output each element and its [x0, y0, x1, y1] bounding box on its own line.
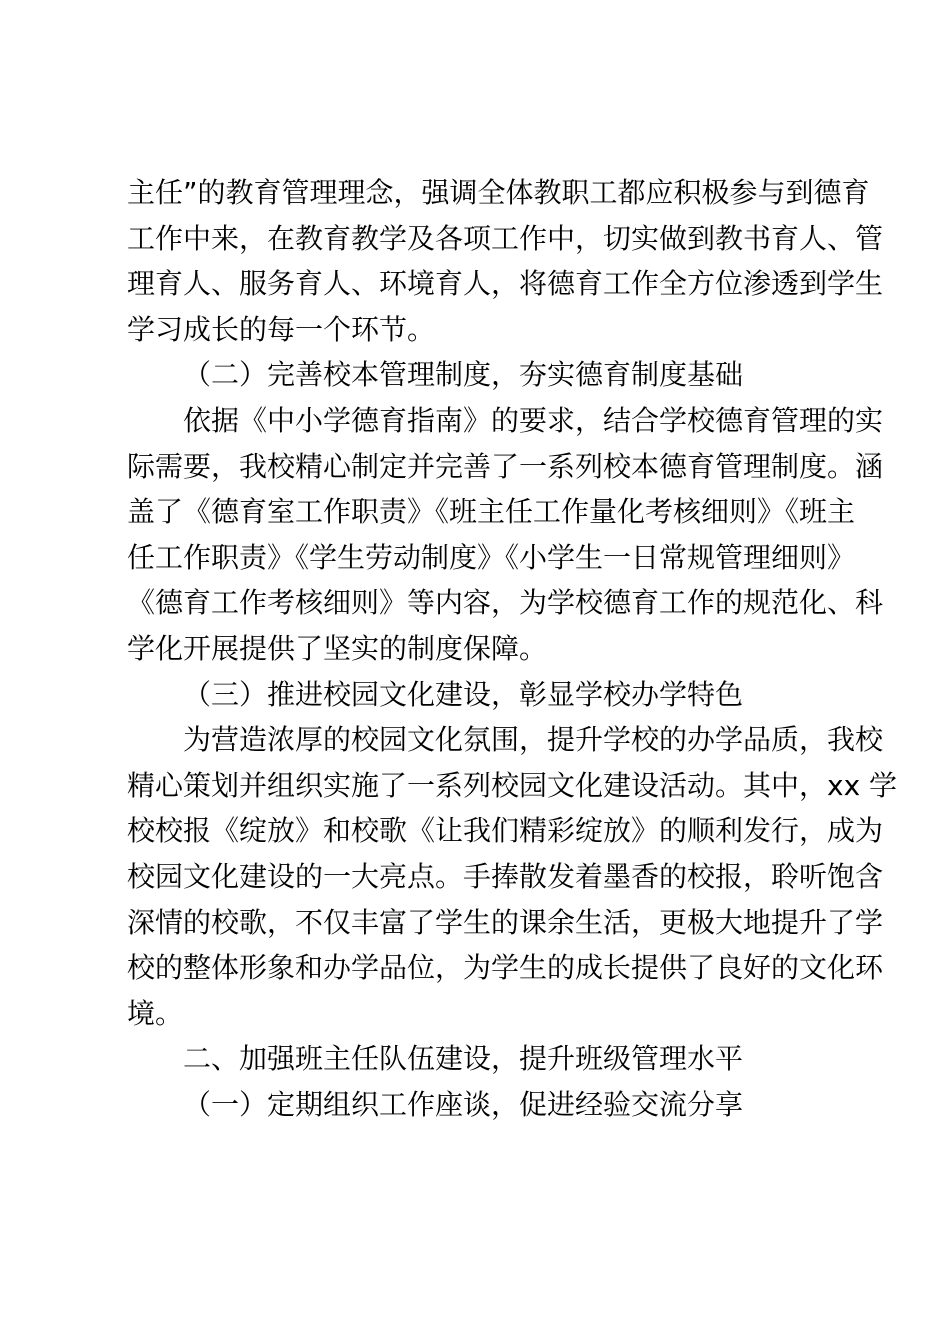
- heading-line: 二、加强班主任队伍建设，提升班级管理水平: [183, 1042, 744, 1076]
- text-line: 盖了《德育室工作职责》《班主任工作量化考核细则》《班主: [127, 495, 856, 529]
- text-line: 深情的校歌，不仅丰富了学生的课余生活，更极大地提升了学: [127, 905, 884, 939]
- text-line: 工作中来，在教育教学及各项工作中，切实做到教书育人、管: [127, 221, 884, 255]
- text-line: 校校报《绽放》和校歌《让我们精彩绽放》的顺利发行，成为: [127, 814, 884, 848]
- heading-line: （一）定期组织工作座谈，促进经验交流分享: [183, 1087, 744, 1121]
- text-line: 主任”的教育管理理念，强调全体教职工都应积极参与到德育: [127, 176, 870, 209]
- text-line: 依据《中小学德育指南》的要求，结合学校德育管理的实: [183, 403, 884, 437]
- text-line: 精心策划并组织实施了一系列校园文化建设活动。其中，xx 学: [127, 768, 898, 802]
- text-line: 校的整体形象和办学品位，为学生的成长提供了良好的文化环: [127, 951, 884, 985]
- text-line: 校园文化建设的一大亮点。手捧散发着墨香的校报，聆听饱含: [127, 859, 884, 893]
- text-line: 境。: [127, 996, 184, 1030]
- text-line: 际需要，我校精心制定并完善了一系列校本德育管理制度。涵: [127, 449, 884, 483]
- paragraph-campus-culture: [127, 717, 898, 1036]
- text-line: 学习成长的每一个环节。: [127, 312, 436, 346]
- text-line: 《德育工作考核细则》等内容，为学校德育工作的规范化、科: [127, 586, 884, 620]
- heading-line: （三）推进校园文化建设，彰显学校办学特色: [183, 677, 744, 711]
- text-line: 任工作职责》《学生劳动制度》《小学生一日常规管理细则》: [127, 540, 856, 574]
- paragraph-management-system: [127, 398, 884, 672]
- text-line: 学化开展提供了坚实的制度保障。: [127, 631, 548, 665]
- section-heading-1: [127, 1082, 833, 1128]
- heading-line: （二）完善校本管理制度，夯实德育制度基础: [183, 358, 744, 392]
- document-body: [127, 170, 898, 1127]
- text-line: 理育人、服务育人、环境育人，将德育工作全方位渗透到学生: [127, 267, 884, 301]
- chapter-heading-2: [127, 1036, 833, 1082]
- paragraph-moral-education-concept: [127, 170, 884, 352]
- text-line: 为营造浓厚的校园文化氛围，提升学校的办学品质，我校: [183, 723, 884, 757]
- section-heading-3: [127, 672, 833, 718]
- section-heading-2: [127, 352, 833, 398]
